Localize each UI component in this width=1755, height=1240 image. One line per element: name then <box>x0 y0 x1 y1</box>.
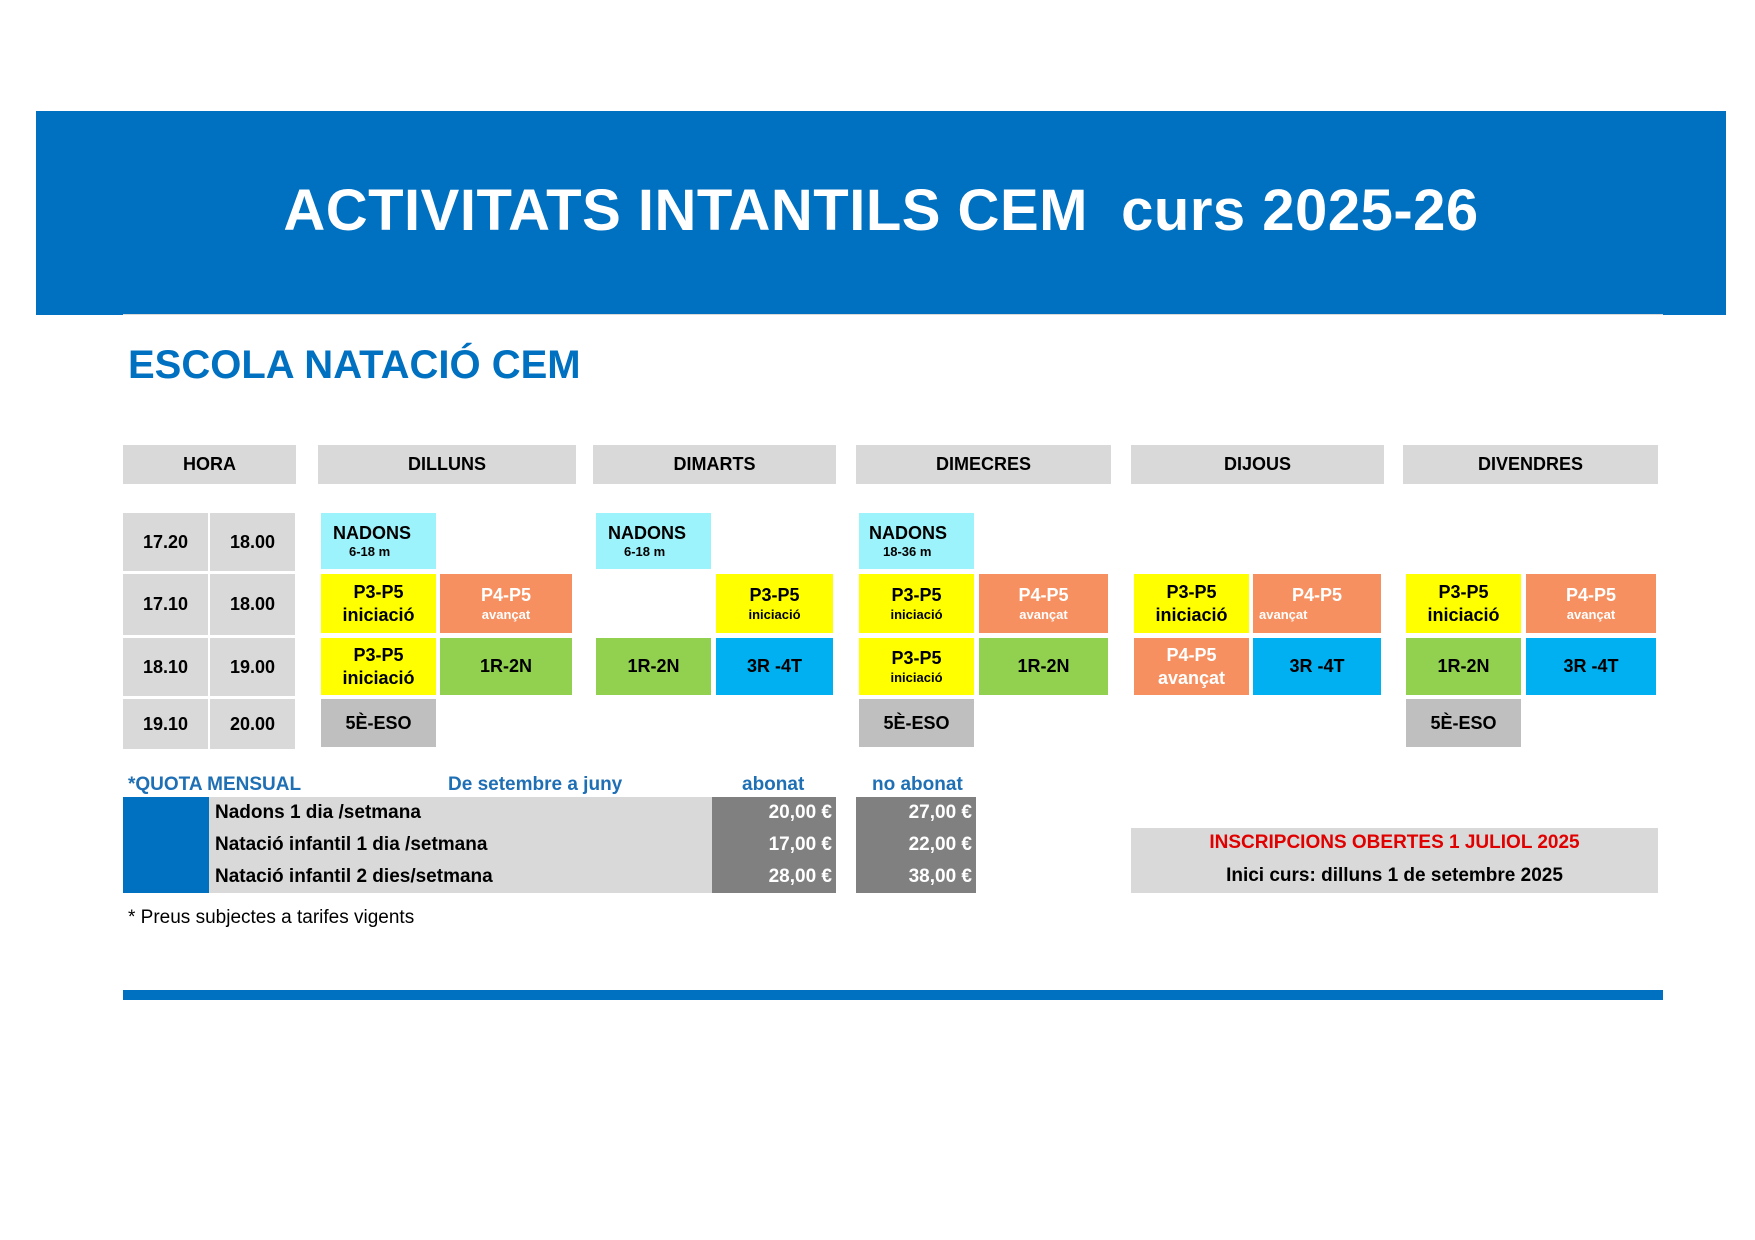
class-3r-4t <box>716 638 833 695</box>
class-name: P3-P5 <box>1438 582 1489 602</box>
class-name: NADONS <box>333 522 412 543</box>
class-level: avançat <box>1019 606 1068 622</box>
time-end: 18.00 <box>210 574 295 635</box>
class-level: iniciació <box>890 669 943 685</box>
class-name: 5È-ESO <box>345 712 412 733</box>
class-name: P4-P5 <box>1018 585 1069 606</box>
quota-row-abonat: 17,00 € <box>712 829 836 861</box>
quota-col-no-abonat: no abonat <box>872 774 963 795</box>
class-name: 5È-ESO <box>1430 712 1497 733</box>
quota-row-abonat: 28,00 € <box>712 861 836 893</box>
bottom-bar <box>123 990 1663 1000</box>
time-start: 17.10 <box>123 574 208 635</box>
class-name: P4-P5 <box>480 585 532 606</box>
class-p3p5-iniciacio <box>321 574 436 633</box>
class-level: iniciació <box>748 606 801 622</box>
class-name: NADONS <box>869 522 948 543</box>
class-nadons <box>596 513 711 569</box>
class-nadons <box>321 513 436 569</box>
class-name: 1R-2N <box>1017 656 1070 677</box>
class-5e-eso <box>859 699 974 747</box>
class-1r-2n <box>979 638 1108 695</box>
quota-row-no-abonat: 22,00 € <box>856 829 976 861</box>
class-name: P3-P5 <box>891 585 942 606</box>
class-p4p5-avancat <box>440 574 572 633</box>
class-nadons <box>859 513 974 569</box>
time-end: 19.00 <box>210 638 295 696</box>
inici-curs-text: Inici curs: dilluns 1 de setembre 2025 <box>1226 865 1563 886</box>
class-level: iniciació <box>342 604 415 625</box>
class-level: avançat <box>1157 667 1226 688</box>
class-name: P3-P5 <box>353 582 404 602</box>
time-end: 20.00 <box>210 699 295 749</box>
quota-row-label: Natació infantil 1 dia /setmana <box>209 829 712 861</box>
header-dimarts: DIMARTS <box>593 445 836 484</box>
header-hora: HORA <box>123 445 296 484</box>
quota-row-no-abonat: 27,00 € <box>856 797 976 829</box>
class-level: avançat <box>1566 606 1616 622</box>
class-5e-eso <box>1406 699 1521 747</box>
class-name: 3R -4T <box>1289 656 1345 677</box>
time-start: 18.10 <box>123 638 208 696</box>
class-name: P3-P5 <box>1166 582 1217 602</box>
header-dijous: DIJOUS <box>1131 445 1384 484</box>
class-p4p5-avancat <box>1134 638 1249 695</box>
class-level: iniciació <box>890 606 943 622</box>
class-5e-eso <box>321 699 436 747</box>
time-end: 18.00 <box>210 513 295 571</box>
class-name: 1R-2N <box>1437 656 1490 677</box>
class-name: 3R -4T <box>746 656 802 677</box>
class-name: 3R -4T <box>1563 656 1619 677</box>
class-name: 1R-2N <box>627 656 680 677</box>
class-name: NADONS <box>608 522 687 543</box>
class-age: 6-18 m <box>624 544 666 560</box>
quota-col-abonat: abonat <box>742 774 805 795</box>
header-divendres: DIVENDRES <box>1403 445 1658 484</box>
class-name: P4-P5 <box>1565 585 1617 606</box>
class-p4p5-avancat <box>1526 574 1656 633</box>
class-3r-4t <box>1253 638 1381 695</box>
quota-period: De setembre a juny <box>448 774 623 795</box>
class-name: 1R-2N <box>479 656 532 677</box>
class-level: avançat <box>1259 606 1308 622</box>
class-3r-4t <box>1526 638 1656 695</box>
class-age: 6-18 m <box>349 544 391 560</box>
quota-row-label: Natació infantil 2 dies/setmana <box>209 861 712 893</box>
inscripcions-text: INSCRIPCIONS OBERTES 1 JULIOL 2025 <box>1209 832 1580 853</box>
quota-row-no-abonat: 38,00 € <box>856 861 976 893</box>
header-dilluns: DILLUNS <box>318 445 576 484</box>
divider <box>123 314 1663 315</box>
class-name: P3-P5 <box>353 645 404 665</box>
class-p3p5-iniciacio <box>1134 574 1249 633</box>
class-name: P4-P5 <box>1166 645 1217 665</box>
price-note: * Preus subjectes a tarifes vigents <box>128 907 415 928</box>
quota-accent-block <box>123 797 209 893</box>
class-p4p5-avancat <box>979 574 1108 633</box>
class-name: P4-P5 <box>1291 585 1343 606</box>
header-dimecres: DIMECRES <box>856 445 1111 484</box>
section-title: ESCOLA NATACIÓ CEM <box>128 343 581 387</box>
page-title: ACTIVITATS INTANTILS CEM curs 2025-26 <box>283 177 1479 243</box>
class-level: iniciació <box>1427 604 1500 625</box>
quota-row-label: Nadons 1 dia /setmana <box>209 797 712 829</box>
class-p3p5-iniciacio <box>716 574 833 633</box>
class-level: avançat <box>481 606 531 622</box>
class-name: P3-P5 <box>891 648 942 669</box>
quota-row-abonat: 20,00 € <box>712 797 836 829</box>
class-level: iniciació <box>342 667 415 688</box>
class-p3p5-iniciacio <box>1406 574 1521 633</box>
class-p3p5-iniciacio <box>859 574 974 633</box>
class-p4p5-avancat <box>1253 574 1381 633</box>
class-1r-2n <box>440 638 572 695</box>
time-start: 19.10 <box>123 699 208 749</box>
class-name: 5È-ESO <box>883 712 950 733</box>
class-age: 18-36 m <box>883 544 932 560</box>
class-level: iniciació <box>1155 604 1228 625</box>
class-name: P3-P5 <box>749 585 800 606</box>
class-1r-2n <box>1406 638 1521 695</box>
time-start: 17.20 <box>123 513 208 571</box>
class-p3p5-iniciacio <box>321 638 436 695</box>
class-1r-2n <box>596 638 711 695</box>
quota-label: *QUOTA MENSUAL <box>128 774 302 795</box>
class-p3p5-iniciacio <box>859 638 974 695</box>
